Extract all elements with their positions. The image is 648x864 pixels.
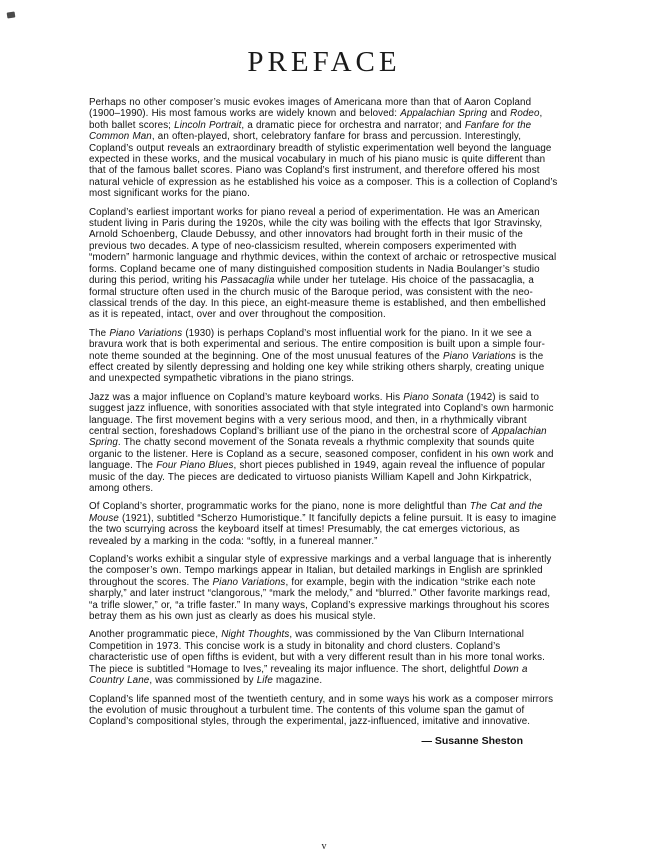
paragraph: Perhaps no other composer’s music evokes images of Americana more than that of Aaron Copland (1900–1990). His most famous works are widely known and beloved: Appalachian Spring and Rodeo, both ballet scores; Lincoln Portrait, a dramatic piece for orchestra and narrator; and Fanfare for the Common Man, an often-played, short, celebratory fanfare for brass and percussion. Interestingly, Copland’s output reveals an extraordinary breadth of stylistic experimentation well beyond the language expected in these works, and the musical vocabulary in much of his piano music is quite different than that of the famous ballet scores. Piano was Copland’s first instrument, and therefore offered his most natural vehicle of expression as he established his voice as a composer. This is a collection of Copland’s most significant works for the piano.	[89, 97, 558, 200]
paragraph: Jazz was a major influence on Copland’s mature keyboard works. His Piano Sonata (1942) is said to suggest jazz influence, with sonorities associated with that style integrated into Copland’s own harmonic language. The first movement begins with a very serious mood, and then, in a rhythmically vibrant central section, foreshadows Copland’s brilliant use of the piano in the orchestral score of Appalachian Spring. The chatty second movement of the Sonata reveals a rhythmic complexity that sounds quite organic to the listener. Here is Copland as a secure, seasoned composer, confident in his own work and language. The Four Piano Blues, short pieces published in 1949, again reveal the influence of popular music of the day. The pieces are dedicated to virtuoso pianists William Kapell and John Kirkpatrick, among others.	[89, 391, 554, 494]
page-title: PREFACE	[247, 46, 401, 78]
paragraph: Copland’s earliest important works for piano reveal a period of experimentation. He was an American student living in Paris during the 1920s, while the city was boiling with the effects that Igor Stravinsky, Arnold Schoenberg, Claude Debussy, and other innovators had brought forth in their music of the previous two decades. A type of neo-classicism resulted, wherein composers experimented with “modern” harmonic language and rhythmic devices, within the context of archaic or retrospective musical forms. Copland became one of many distinguished composition students in Nadia Boulanger’s studio during this period, writing his Passacaglia while under her tutelage. His choice of the passacaglia, a formal structure often used in the church music of the Baroque period, was consistent with the neo-classical trends of the day. In this piece, an eight-measure theme is established, and then embellished as it is repeated, intact, over and over throughout the composition.	[89, 206, 557, 321]
scan-artifact-mark	[7, 11, 16, 18]
author-signature: — Susanne Sheston	[421, 734, 523, 747]
paragraph: Copland’s works exhibit a singular style of expressive markings and a verbal language that is inherently the composer’s own. Tempo markings appear in Italian, but detailed markings in English are sprinkled throughout the scores. The Piano Variations, for example, begin with the indication “strike each note sharply,” and later instruct “clangorous,” “mark the melody,” and “blurred.” Other favorite markings read, “a trifle slower,” or, “a trifle faster.” In many ways, Copland’s expressive markings throughout his scores betray them as his own just as clearly as does his musical style.	[89, 554, 552, 623]
paragraph: Of Copland’s shorter, programmatic works for the piano, none is more delightful than The Cat and the Mouse (1921), subtitled “Scherzo Humoristique.” It fancifully depicts a feline pursuit. It is easy to imagine the two scurrying across the keyboard itself at times! Presumably, the cat emerges victorious, as revealed by a marking in the coda: “softly, in a funereal manner.”	[89, 501, 557, 547]
paragraph: Copland’s life spanned most of the twentieth century, and in some ways his work as a composer mirrors the evolution of music throughout a turbulent time. The contents of this volume span the gamut of Copland’s compositional styles, through the experimental, jazz-influenced, imitative and innovative.	[89, 693, 554, 728]
preface-body	[89, 97, 559, 728]
paragraph: The Piano Variations (1930) is perhaps Copland’s most influential work for the piano. In it we see a bravura work that is both experimental and serious. The entire composition is built upon a simple four-note theme sounded at the beginning. One of the most unusual features of the Piano Variations is the effect created by silently depressing and holding one key while striking others sharply, creating unique and unexpected sympathetic vibrations in the piano strings.	[89, 327, 546, 385]
paragraph: Another programmatic piece, Night Thoughts, was commissioned by the Van Cliburn International Competition in 1973. This concise work is a study in bitonality and chord clusters. Copland’s characteristic use of open fifths is evident, but with a very different result than in his more tonal works. The piece is subtitled “Homage to Ives,” revealing its major influence. The short, delightful Down a Country Lane, was commissioned by Life magazine.	[89, 629, 546, 687]
page-number: v	[321, 841, 327, 852]
